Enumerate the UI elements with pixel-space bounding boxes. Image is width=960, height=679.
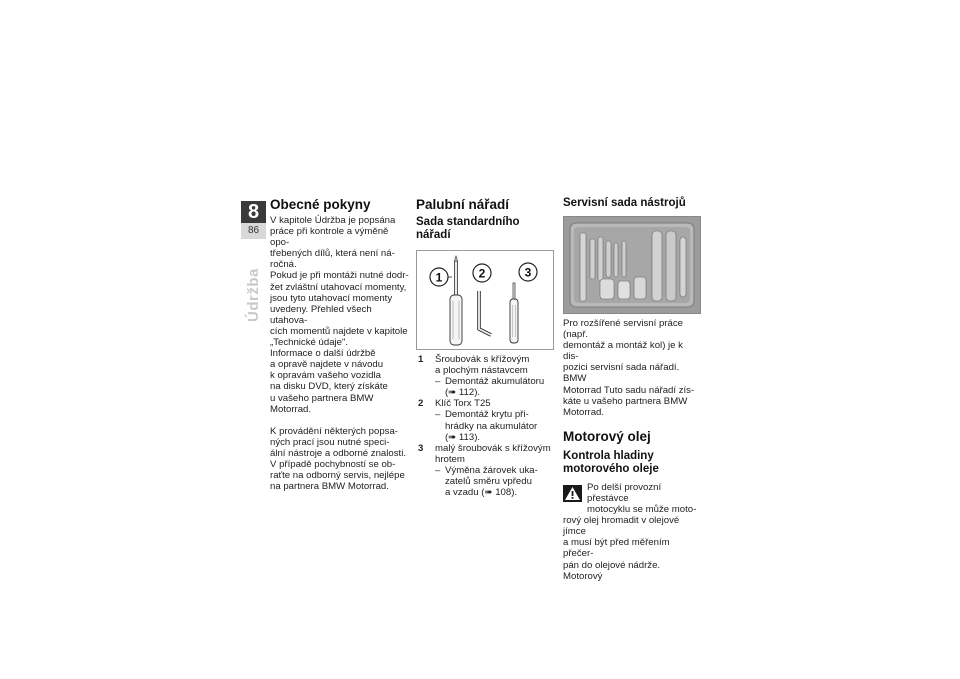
sub-item: – Demontáž krytu při- <box>435 409 529 421</box>
paragraph-torque-info: Pokud je při montáži nutné dodr- žet zvláštní utahovací momenty, jsou tyto utahovací momenty uvedeny. Přehled všech utahova- cích momentů najdete v kapitole „Technické údaje". <box>270 270 409 349</box>
sub-item: – Výměna žárovek uka- <box>435 464 538 476</box>
warning-text-line: a musí být před měřením přečer- <box>563 537 670 560</box>
subheading-oil-level-check: Kontrola hladiny motorového oleje <box>563 449 659 475</box>
column-general-notes <box>270 197 410 492</box>
toolkit-illustration <box>416 250 554 350</box>
heading-onboard-tools: Palubní nářadí <box>416 197 510 212</box>
paragraph-maintenance-intro: V kapitole Údržba je popsána práce při kontrole a výměně opo- třebených dílů, která není ná- ročná. <box>270 215 396 271</box>
arrow-right-icon: ➠ <box>484 487 493 499</box>
page-reference: (➠ 112). <box>445 387 481 399</box>
service-kit-image <box>564 217 700 313</box>
sub-item: – Demontáž akumulátoru <box>435 376 545 388</box>
warning-block <box>563 482 701 582</box>
page-reference: a vzadu (➠ 108). <box>445 487 518 499</box>
heading-general-notes: Obecné pokyny <box>270 197 371 212</box>
toolkit-drawing <box>417 251 553 349</box>
list-item: 3 malý šroubovák s křížovým <box>418 442 551 454</box>
list-item: 2 Klíč Torx T25 <box>418 398 491 410</box>
warning-text-first-line: Po delší provozní přestávce <box>587 481 662 504</box>
column-onboard-toolkit <box>416 197 556 498</box>
subheading-standard-toolkit: Sada standardního nářadí <box>416 216 520 241</box>
chapter-title-vertical: Údržba <box>245 268 262 322</box>
callout-label-1: 1 <box>435 270 443 285</box>
arrow-right-icon: ➠ <box>448 431 457 443</box>
screwdriver-small-icon <box>510 283 518 343</box>
screwdriver-large-icon <box>450 256 462 345</box>
callout-label-2: 2 <box>478 266 486 281</box>
page-reference: (➠ 113). <box>445 431 481 443</box>
torx-key-icon <box>479 291 491 335</box>
callout-label-3: 3 <box>524 265 532 280</box>
toolkit-item-list <box>416 354 556 498</box>
list-item-continued: a plochým nástavcem <box>435 365 528 377</box>
paragraph-repair-manual: Informace o další údržbě a opravě najdete v návodu k opravám vašeho vozidla na disku DVD, který získáte u vašeho partnera BMW Motorrad. <box>270 348 388 415</box>
list-item-continued: hrotem <box>435 453 465 465</box>
warning-text-line: motocyklu se může moto- <box>587 504 697 516</box>
arrow-right-icon: ➠ <box>448 387 457 399</box>
sub-item-continued: zatelů směru vpředu <box>445 476 532 488</box>
page-number: 86 <box>241 223 266 239</box>
heading-engine-oil: Motorový olej <box>563 428 651 444</box>
paragraph-special-tools: K provádění některých popsa- ných prací jsou nutné speci- ální nástroje a odborné znalosti. V případě pochybností se ob- raťte na odborný servis, nejlépe na partnera BMW Motorrad. <box>270 425 406 493</box>
sub-item-continued: hrádky na akumulátor <box>445 420 538 432</box>
warning-triangle-icon <box>563 485 582 502</box>
tool-bar-icon <box>580 233 586 301</box>
heading-service-toolkit: Servisní sada nástrojů <box>563 197 686 209</box>
warning-text-line: rový olej hromadit v olejové jímce <box>563 515 680 538</box>
chapter-number: 8 <box>241 201 266 223</box>
warning-text-line: pán do olejové nádrže. Motorový <box>563 559 661 582</box>
list-item: 1 Šroubovák s křížovým <box>418 354 530 365</box>
column-service-kit <box>563 197 701 582</box>
paragraph-service-kit: Pro rozšířené servisní práce (např. demontáž a montáž kol) je k dis- pozici servisní sada nářadí. BMW Motorrad Tuto sadu nářadí zís- káte u vašeho partnera BMW Motorrad. <box>563 318 695 418</box>
service-kit-photo <box>563 216 701 314</box>
